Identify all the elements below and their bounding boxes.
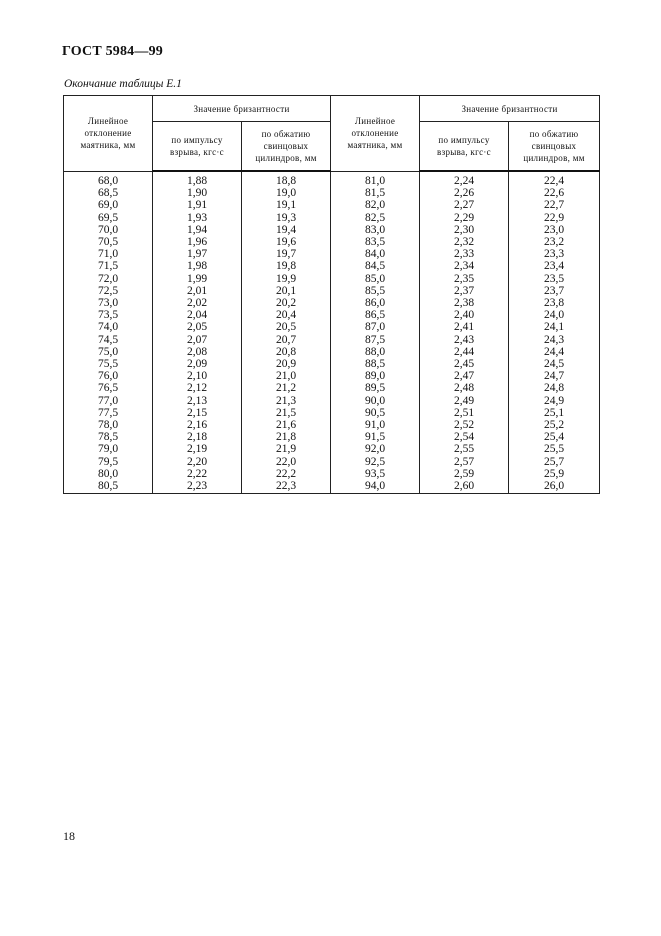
cell-impulse: 2,16 (153, 419, 242, 431)
cell-deflection-2: 92,5 (331, 456, 420, 468)
cell-deflection: 71,0 (64, 248, 153, 260)
cell-compression-2: 24,9 (509, 395, 600, 407)
cell-compression: 20,2 (242, 297, 331, 309)
cell-impulse: 2,13 (153, 395, 242, 407)
table-row (64, 456, 600, 468)
table-row (64, 236, 600, 248)
cell-compression: 19,6 (242, 236, 331, 248)
table-row (64, 468, 600, 480)
cell-deflection-2: 81,5 (331, 187, 420, 199)
cell-deflection: 69,0 (64, 199, 153, 211)
cell-impulse-2: 2,30 (420, 224, 509, 236)
brisance-table (63, 95, 600, 494)
cell-deflection-2: 83,0 (331, 224, 420, 236)
cell-deflection: 71,5 (64, 260, 153, 272)
cell-compression-2: 25,4 (509, 431, 600, 443)
cell-compression-2: 24,4 (509, 346, 600, 358)
header-deflection-2: Линейное отклонение маятника, мм (331, 96, 420, 172)
cell-impulse: 2,07 (153, 334, 242, 346)
cell-impulse: 2,12 (153, 382, 242, 394)
cell-impulse-2: 2,41 (420, 321, 509, 333)
cell-impulse: 2,15 (153, 407, 242, 419)
cell-impulse-2: 2,51 (420, 407, 509, 419)
cell-impulse-2: 2,57 (420, 456, 509, 468)
cell-compression: 19,0 (242, 187, 331, 199)
cell-impulse-2: 2,35 (420, 273, 509, 285)
cell-compression: 20,7 (242, 334, 331, 346)
cell-deflection: 76,0 (64, 370, 153, 382)
cell-deflection: 79,0 (64, 443, 153, 455)
header-brisance-2: Значение бризантности (420, 96, 600, 122)
cell-compression-2: 24,7 (509, 370, 600, 382)
cell-impulse-2: 2,29 (420, 212, 509, 224)
table-row (64, 309, 600, 321)
cell-impulse: 2,01 (153, 285, 242, 297)
cell-impulse-2: 2,52 (420, 419, 509, 431)
cell-compression: 19,1 (242, 199, 331, 211)
table-row (64, 212, 600, 224)
page-number: 18 (63, 829, 75, 843)
table-row (64, 273, 600, 285)
cell-compression-2: 22,9 (509, 212, 600, 224)
table-row (64, 297, 600, 309)
cell-compression: 19,3 (242, 212, 331, 224)
cell-deflection-2: 83,5 (331, 236, 420, 248)
cell-impulse: 2,04 (153, 309, 242, 321)
cell-deflection: 78,5 (64, 431, 153, 443)
cell-compression: 20,4 (242, 309, 331, 321)
cell-deflection: 75,5 (64, 358, 153, 370)
cell-impulse-2: 2,59 (420, 468, 509, 480)
cell-compression-2: 24,3 (509, 334, 600, 346)
cell-impulse-2: 2,40 (420, 309, 509, 321)
table-row (64, 334, 600, 346)
cell-compression: 20,8 (242, 346, 331, 358)
table-row (64, 346, 600, 358)
cell-compression: 19,9 (242, 273, 331, 285)
cell-deflection: 74,0 (64, 321, 153, 333)
cell-impulse: 1,98 (153, 260, 242, 272)
cell-impulse: 1,97 (153, 248, 242, 260)
table-row (64, 370, 600, 382)
cell-compression-2: 23,3 (509, 248, 600, 260)
cell-deflection-2: 92,0 (331, 443, 420, 455)
table-row (64, 248, 600, 260)
cell-deflection-2: 82,5 (331, 212, 420, 224)
cell-deflection-2: 89,0 (331, 370, 420, 382)
cell-deflection-2: 90,0 (331, 395, 420, 407)
cell-deflection-2: 86,0 (331, 297, 420, 309)
cell-compression: 18,8 (242, 171, 331, 187)
cell-compression: 22,0 (242, 456, 331, 468)
cell-impulse: 2,05 (153, 321, 242, 333)
cell-compression: 21,3 (242, 395, 331, 407)
cell-compression: 21,8 (242, 431, 331, 443)
cell-deflection: 68,0 (64, 171, 153, 187)
cell-impulse-2: 2,32 (420, 236, 509, 248)
cell-compression-2: 24,8 (509, 382, 600, 394)
table-row (64, 431, 600, 443)
table-row (64, 224, 600, 236)
header-impulse: по импульсу взрыва, кгс·с (153, 122, 242, 172)
cell-compression-2: 25,2 (509, 419, 600, 431)
cell-compression: 21,2 (242, 382, 331, 394)
cell-compression-2: 23,2 (509, 236, 600, 248)
cell-deflection-2: 90,5 (331, 407, 420, 419)
header-brisance: Значение бризантности (153, 96, 331, 122)
table-body (64, 171, 600, 494)
cell-impulse-2: 2,45 (420, 358, 509, 370)
cell-deflection: 78,0 (64, 419, 153, 431)
cell-deflection-2: 82,0 (331, 199, 420, 211)
document-code: ГОСТ 5984—99 (62, 44, 163, 59)
cell-compression-2: 24,5 (509, 358, 600, 370)
table-row (64, 321, 600, 333)
header-impulse-2: по импульсу взрыва, кгс·с (420, 122, 509, 172)
header-compression-2: по обжатию свинцовых цилиндров, мм (509, 122, 600, 172)
cell-impulse: 2,18 (153, 431, 242, 443)
table-row (64, 358, 600, 370)
cell-deflection-2: 86,5 (331, 309, 420, 321)
cell-impulse: 2,22 (153, 468, 242, 480)
cell-deflection: 74,5 (64, 334, 153, 346)
table-row (64, 480, 600, 494)
cell-deflection: 69,5 (64, 212, 153, 224)
cell-compression: 22,3 (242, 480, 331, 494)
table-row (64, 443, 600, 455)
table-row (64, 419, 600, 431)
cell-impulse-2: 2,33 (420, 248, 509, 260)
cell-deflection-2: 94,0 (331, 480, 420, 494)
table-row (64, 382, 600, 394)
cell-impulse: 1,93 (153, 212, 242, 224)
table-row (64, 407, 600, 419)
cell-compression-2: 23,7 (509, 285, 600, 297)
cell-deflection-2: 89,5 (331, 382, 420, 394)
cell-deflection-2: 81,0 (331, 171, 420, 187)
cell-impulse-2: 2,54 (420, 431, 509, 443)
cell-compression-2: 25,5 (509, 443, 600, 455)
cell-deflection-2: 87,5 (331, 334, 420, 346)
header-deflection: Линейное отклонение маятника, мм (64, 96, 153, 172)
cell-deflection-2: 93,5 (331, 468, 420, 480)
cell-compression-2: 23,0 (509, 224, 600, 236)
cell-impulse: 1,88 (153, 171, 242, 187)
cell-deflection: 73,5 (64, 309, 153, 321)
cell-impulse-2: 2,60 (420, 480, 509, 494)
table-row (64, 285, 600, 297)
cell-compression: 20,1 (242, 285, 331, 297)
cell-deflection: 73,0 (64, 297, 153, 309)
cell-impulse-2: 2,43 (420, 334, 509, 346)
cell-deflection: 80,5 (64, 480, 153, 494)
cell-impulse-2: 2,24 (420, 171, 509, 187)
cell-impulse-2: 2,55 (420, 443, 509, 455)
table-row (64, 171, 600, 187)
cell-impulse: 2,09 (153, 358, 242, 370)
cell-compression: 20,9 (242, 358, 331, 370)
cell-compression-2: 23,5 (509, 273, 600, 285)
cell-deflection: 72,0 (64, 273, 153, 285)
cell-compression-2: 22,6 (509, 187, 600, 199)
cell-compression: 19,7 (242, 248, 331, 260)
cell-deflection: 75,0 (64, 346, 153, 358)
cell-compression: 21,9 (242, 443, 331, 455)
table-row (64, 395, 600, 407)
cell-compression: 21,6 (242, 419, 331, 431)
cell-deflection: 68,5 (64, 187, 153, 199)
cell-compression-2: 25,7 (509, 456, 600, 468)
table-caption: Окончание таблицы Е.1 (64, 78, 182, 90)
table-row (64, 187, 600, 199)
cell-impulse: 2,08 (153, 346, 242, 358)
cell-compression-2: 23,4 (509, 260, 600, 272)
cell-impulse-2: 2,37 (420, 285, 509, 297)
cell-impulse: 1,90 (153, 187, 242, 199)
table-row (64, 199, 600, 211)
cell-deflection: 77,5 (64, 407, 153, 419)
cell-impulse-2: 2,38 (420, 297, 509, 309)
cell-impulse: 2,10 (153, 370, 242, 382)
cell-deflection-2: 85,5 (331, 285, 420, 297)
table-row (64, 260, 600, 272)
cell-compression-2: 24,1 (509, 321, 600, 333)
cell-compression-2: 22,4 (509, 171, 600, 187)
cell-compression: 21,0 (242, 370, 331, 382)
cell-deflection: 80,0 (64, 468, 153, 480)
cell-compression-2: 22,7 (509, 199, 600, 211)
cell-impulse: 1,91 (153, 199, 242, 211)
cell-deflection-2: 88,0 (331, 346, 420, 358)
cell-deflection-2: 84,0 (331, 248, 420, 260)
cell-impulse: 2,19 (153, 443, 242, 455)
cell-deflection: 79,5 (64, 456, 153, 468)
cell-deflection: 76,5 (64, 382, 153, 394)
cell-compression: 19,4 (242, 224, 331, 236)
cell-impulse-2: 2,47 (420, 370, 509, 382)
cell-impulse: 2,23 (153, 480, 242, 494)
cell-impulse: 2,20 (153, 456, 242, 468)
cell-impulse-2: 2,26 (420, 187, 509, 199)
cell-deflection: 70,0 (64, 224, 153, 236)
cell-impulse: 2,02 (153, 297, 242, 309)
cell-impulse: 1,96 (153, 236, 242, 248)
cell-impulse: 1,99 (153, 273, 242, 285)
cell-compression: 19,8 (242, 260, 331, 272)
header-compression: по обжатию свинцовых цилиндров, мм (242, 122, 331, 172)
cell-deflection-2: 87,0 (331, 321, 420, 333)
cell-impulse-2: 2,49 (420, 395, 509, 407)
cell-compression: 21,5 (242, 407, 331, 419)
cell-compression-2: 26,0 (509, 480, 600, 494)
cell-impulse-2: 2,27 (420, 199, 509, 211)
cell-compression-2: 25,1 (509, 407, 600, 419)
cell-compression: 22,2 (242, 468, 331, 480)
cell-deflection-2: 85,0 (331, 273, 420, 285)
cell-deflection: 77,0 (64, 395, 153, 407)
cell-impulse-2: 2,34 (420, 260, 509, 272)
cell-impulse-2: 2,48 (420, 382, 509, 394)
cell-impulse-2: 2,44 (420, 346, 509, 358)
cell-compression-2: 25,9 (509, 468, 600, 480)
cell-deflection-2: 91,0 (331, 419, 420, 431)
cell-deflection-2: 88,5 (331, 358, 420, 370)
cell-deflection-2: 91,5 (331, 431, 420, 443)
cell-compression-2: 24,0 (509, 309, 600, 321)
cell-deflection-2: 84,5 (331, 260, 420, 272)
cell-compression-2: 23,8 (509, 297, 600, 309)
cell-deflection: 70,5 (64, 236, 153, 248)
cell-compression: 20,5 (242, 321, 331, 333)
cell-impulse: 1,94 (153, 224, 242, 236)
cell-deflection: 72,5 (64, 285, 153, 297)
